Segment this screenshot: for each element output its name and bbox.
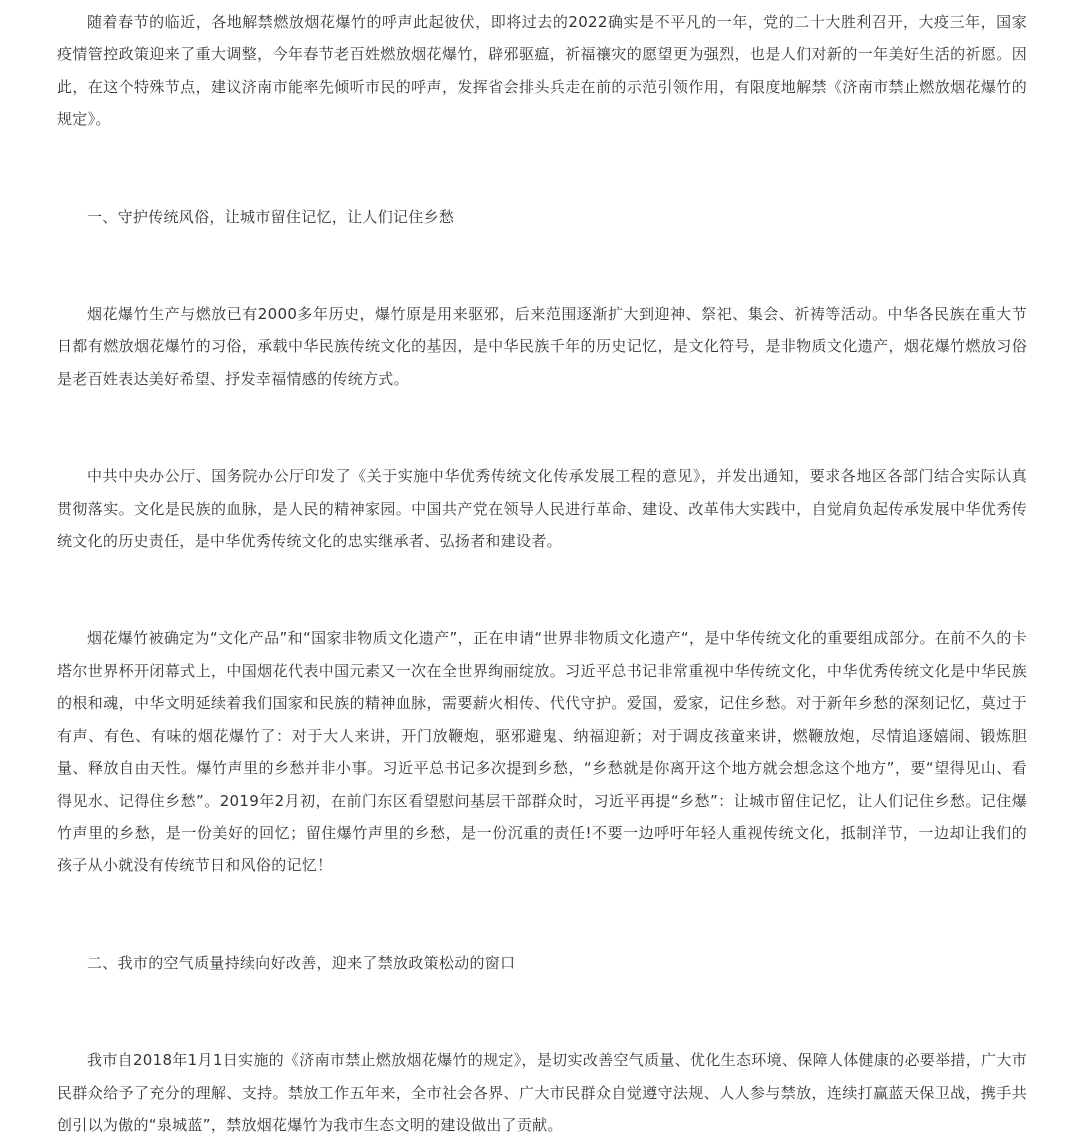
paragraph-spacer [57, 395, 1027, 460]
section-heading-2: 二、我市的空气质量持续向好改善，迎来了禁放政策松动的窗口 [87, 953, 516, 972]
paragraph-intro: 随着春节的临近，各地解禁燃放烟花爆竹的呼声此起彼伏，即将过去的2022确实是不平凡的一年，党的二十大胜利召开，大疫三年，国家疫情管控政策迎来了重大调整，今年春节老百姓燃放烟花爆竹，辟邪驱瘟，祈福禳灾的愿望更为强烈，也是人们对新的一年美好生活的祈愿。因此，在这个特殊节点，建议济南市能率先倾听市民的呼声，发挥省会排头兵走在前的示范引领作用，有限度地解禁《济南市禁止燃放烟花爆竹的规定》。 [57, 13, 1027, 129]
paragraph-spacer [57, 557, 1027, 622]
paragraph-spacer [57, 136, 1027, 201]
paragraph-air-quality: 我市自2018年1月1日实施的《济南市禁止燃放烟花爆竹的规定》，是切实改善空气质量、优化生态环境、保障人体健康的必要举措，广大市民群众给予了充分的理解、支持。禁放工作五年来，全市社会各界、广大市民群众自觉遵守法规、人人参与禁放，连续打赢蓝天保卫战，携手共创引以为傲的“泉城蓝”，禁放烟花爆竹为我市生态文明的建设做出了贡献。 [57, 1051, 1027, 1134]
paragraph-policy: 中共中央办公厅、国务院办公厅印发了《关于实施中华优秀传统文化传承发展工程的意见》，并发出通知，要求各地区各部门结合实际认真贯彻落实。文化是民族的血脉，是人民的精神家园。中国共产党在领导人民进行革命、建设、改革伟大实践中，自觉肩负起传承发展中华优秀传统文化的历史责任，是中华优秀传统文化的忠实继承者、弘扬者和建设者。 [57, 467, 1027, 551]
paragraph-history: 烟花爆竹生产与燃放已有2000多年历史，爆竹原是用来驱邪，后来范围逐渐扩大到迎神、祭祀、集会、祈祷等活动。中华各民族在重大节日都有燃放烟花爆竹的习俗，承载中华民族传统文化的基因，是中华民族千年的历史记忆，是文化符号，是非物质文化遗产，烟花爆竹燃放习俗是老百姓表达美好希望、抒发幸福情感的传统方式。 [57, 305, 1027, 388]
article-body [57, 6, 1027, 1141]
paragraph-spacer [57, 979, 1027, 1044]
paragraph-heritage: 烟花爆竹被确定为“文化产品”和“国家非物质文化遗产”，正在申请“世界非物质文化遗产“，是中华传统文化的重要组成部分。在前不久的卡塔尔世界杯开闭幕式上，中国烟花代表中国元素又一次在全世界绚丽绽放。习近平总书记非常重视中华传统文化，中华优秀传统文化是中华民族的根和魂，中华文明延续着我们国家和民族的精神血脉，需要薪火相传、代代守护。爱国，爱家，记住乡愁。对于新年乡愁的深刻记忆，莫过于有声、有色、有味的烟花爆竹了：对于大人来讲，开门放鞭炮，驱邪避鬼、纳福迎新；对于调皮孩童来讲，燃鞭放炮，尽情追逐嬉闹、锻炼胆量、释放自由天性。爆竹声里的乡愁并非小事。习近平总书记多次提到乡愁，“乡愁就是你离开这个地方就会想念这个地方”，要“望得见山、看得见水、记得住乡愁”。2019年2月初，在前门东区看望慰问基层干部群众时，习近平再提“乡愁”：让城市留住记忆，让人们记住乡愁。记住爆竹声里的乡愁，是一份美好的回忆；留住爆竹声里的乡愁，是一份沉重的责任!不要一边呼吁年轻人重视传统文化，抵制洋节，一边却让我们的孩子从小就没有传统节日和风俗的记忆！ [57, 629, 1027, 875]
paragraph-spacer [57, 233, 1027, 298]
paragraph-spacer [57, 882, 1027, 947]
section-heading-1: 一、守护传统风俗，让城市留住记忆，让人们记住乡愁 [87, 207, 455, 226]
